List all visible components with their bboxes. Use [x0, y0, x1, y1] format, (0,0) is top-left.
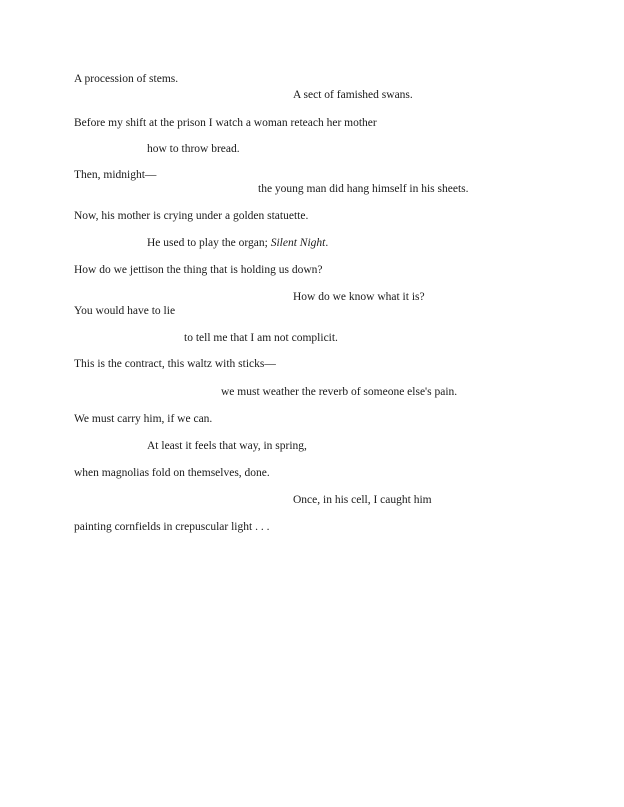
poem-line: A sect of famished swans. [293, 89, 413, 101]
poem-line: Before my shift at the prison I watch a woman reteach her mother [74, 117, 377, 129]
poem-line: the young man did hang himself in his sheets. [258, 183, 469, 195]
poem-line-punct: . [325, 237, 329, 249]
poem-line: we must weather the reverb of someone else's pain. [221, 386, 458, 398]
poem-line: Now, his mother is crying under a golden statuette. [74, 210, 309, 222]
poem-line: You would have to lie [74, 305, 176, 317]
poem-line-text: He used to play the organ; [147, 237, 271, 249]
poem-line: painting cornfields in crepuscular light . . . [74, 521, 270, 533]
poem-line: We must carry him, if we can. [74, 413, 213, 425]
poem-line: how to throw bread. [147, 143, 240, 155]
poem-line [147, 236, 328, 250]
poem-line: to tell me that I am not complicit. [184, 332, 338, 344]
poem-line: This is the contract, this waltz with sticks— [74, 358, 276, 370]
poem-line: Then, midnight— [74, 169, 157, 181]
poem-line: At least it feels that way, in spring, [147, 440, 307, 452]
poem-line: How do we jettison the thing that is holding us down? [74, 264, 323, 276]
poem-line: Once, in his cell, I caught him [293, 494, 432, 506]
song-title: Silent Night [270, 237, 326, 249]
poem-line: How do we know what it is? [293, 291, 425, 303]
poem-line: A procession of stems. [74, 73, 179, 85]
poem-line: when magnolias fold on themselves, done. [74, 467, 270, 479]
